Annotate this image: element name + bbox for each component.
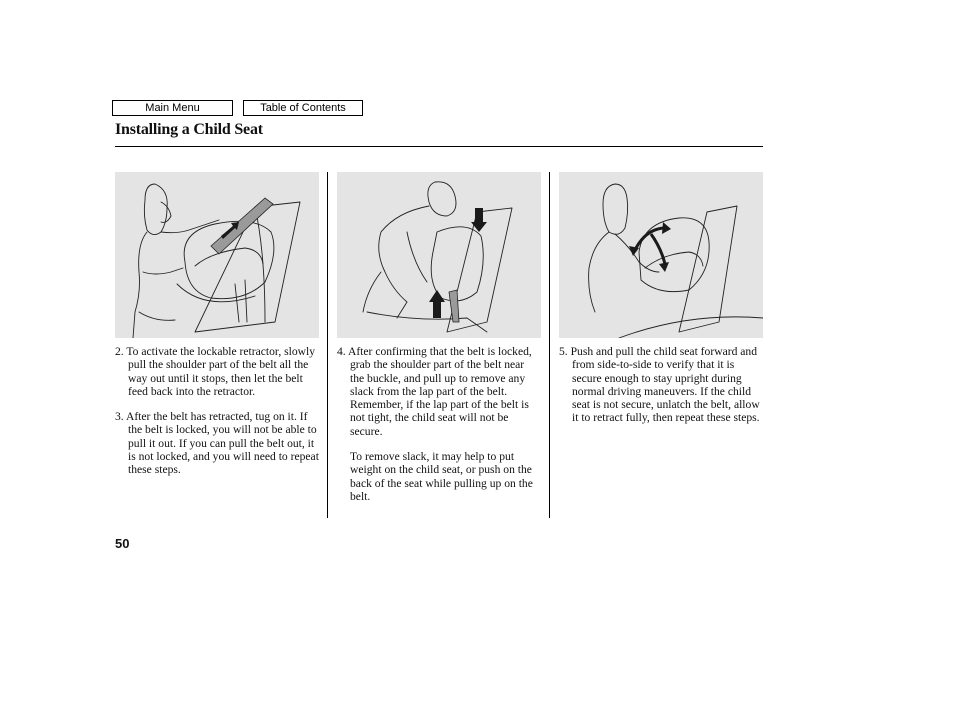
main-menu-button[interactable]: Main Menu	[112, 100, 233, 116]
column-divider-2	[549, 172, 550, 518]
column-3-text	[559, 345, 763, 437]
page-number: 50	[115, 536, 130, 551]
slack-tip-text: To remove slack, it may help to put weight on the child seat, or push on the back of the seat while pulling up on the belt.	[350, 450, 533, 503]
column-1-text	[115, 345, 321, 489]
step-4-text: 4. After confirming that the belt is locked, grab the shoulder part of the belt near the buckle, and pull up to remove any slack from the lap part of the belt. Remember, if the lap part of the belt is not tight, the child seat will not be secure.	[337, 345, 532, 438]
illustration-verify-secure	[559, 172, 763, 338]
illustration-pull-belt	[115, 172, 319, 338]
column-2-text	[337, 345, 539, 515]
title-divider	[115, 146, 763, 147]
step-3-text: 3. After the belt has retracted, tug on it. If the belt is locked, you will not be able to pull it out. If you can pull the belt out, it is not locked, and you will need to repeat these steps.	[115, 410, 319, 477]
table-of-contents-button[interactable]: Table of Contents	[243, 100, 363, 116]
step-5-text: 5. Push and pull the child seat forward and from side-to-side to verify that it is secure enough to stay upright during normal driving maneuvers. If the child seat is not secure, unlatch the belt, allow it to retract fully, then repeat these steps.	[559, 345, 760, 425]
column-divider-1	[327, 172, 328, 518]
step-2-text: 2. To activate the lockable retractor, slowly pull the shoulder part of the belt all the way out until it stops, then let the belt feed back into the retractor.	[115, 345, 316, 398]
page-title: Installing a Child Seat	[115, 121, 263, 138]
illustration-remove-slack	[337, 172, 541, 338]
